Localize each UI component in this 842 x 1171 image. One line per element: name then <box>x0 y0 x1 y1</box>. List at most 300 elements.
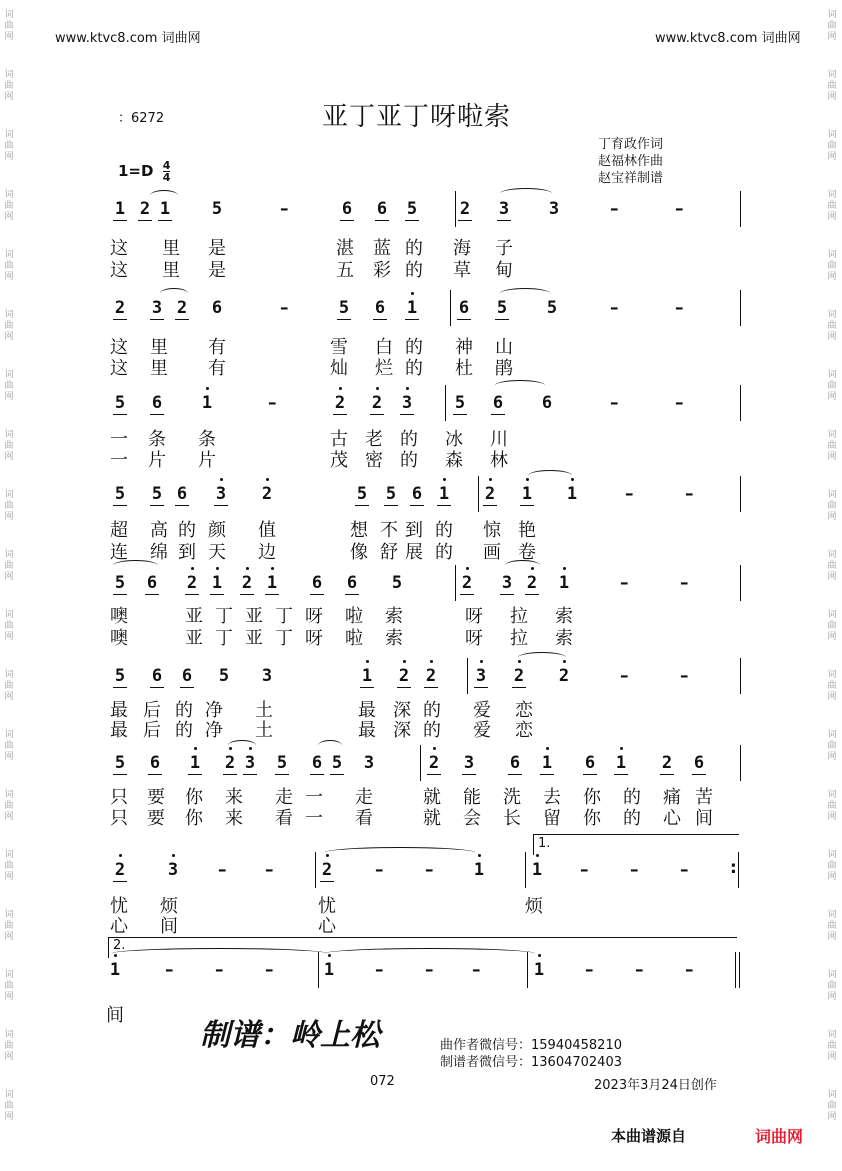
lyric-char: 到 <box>178 542 196 563</box>
dash: – <box>580 860 589 880</box>
note: 5 <box>114 573 126 593</box>
lyric-char: 最 <box>358 700 376 721</box>
lyric-char: 走 <box>355 787 373 808</box>
note: 2 <box>661 753 673 773</box>
note: 1 <box>533 960 545 980</box>
note: 5 <box>385 484 397 504</box>
lyric-char: 边 <box>258 542 276 563</box>
dash: – <box>620 666 629 686</box>
lyric-char: 神 <box>455 337 473 358</box>
side-watermark: 词 曲 网 <box>827 910 837 942</box>
side-watermark: 词 曲 网 <box>827 70 837 102</box>
note: 6 <box>151 393 163 413</box>
side-watermark: 词 曲 网 <box>827 10 837 42</box>
note: 6 <box>211 298 223 318</box>
tie-arc <box>500 188 552 199</box>
arranger-credit: 赵宝祥制谱 <box>598 171 664 186</box>
lyric-char: 杜 <box>455 358 473 379</box>
note: 3 <box>475 666 487 686</box>
lyric-char: 的 <box>405 260 423 281</box>
tie-arc <box>325 847 475 858</box>
dash: – <box>680 573 689 593</box>
lyric-char: 卷 <box>518 542 536 563</box>
dash: – <box>280 298 289 318</box>
note: 1 <box>566 484 578 504</box>
source-label: 本曲谱源自 <box>611 1127 687 1145</box>
lyric-char: 就 <box>423 787 441 808</box>
barline <box>420 745 421 781</box>
lyric-char: 彩 <box>373 260 391 281</box>
note: 2 <box>513 666 525 686</box>
lyric-char: 留 <box>543 808 561 829</box>
note: 2 <box>114 298 126 318</box>
side-watermark: 词 曲 网 <box>4 670 14 702</box>
dash: – <box>165 960 174 980</box>
note: 6 <box>411 484 423 504</box>
lyric-char: 林 <box>490 450 508 471</box>
lyric-char: 你 <box>185 808 203 829</box>
lyric-char: 深 <box>393 720 411 741</box>
key-label: 1=D <box>118 162 154 180</box>
lyric-char: 呀 <box>305 606 323 627</box>
note: 3 <box>167 860 179 880</box>
lyricist-credit: 丁育政作词 <box>598 137 664 152</box>
lyric-char: 你 <box>583 808 601 829</box>
lyric-char: 就 <box>423 808 441 829</box>
side-watermark: 词 曲 网 <box>4 730 14 762</box>
lyric-char: 山 <box>495 337 513 358</box>
lyric-char: 森 <box>445 450 463 471</box>
side-watermark: 词 曲 网 <box>827 370 837 402</box>
side-watermark: 词 曲 网 <box>4 1030 14 1062</box>
lyric-char: 拉 <box>510 628 528 649</box>
lyric-char: 的 <box>423 700 441 721</box>
lyric-char: 丁 <box>275 628 293 649</box>
lyric-char: 这 <box>110 238 128 259</box>
dash: – <box>680 860 689 880</box>
dash: – <box>635 960 644 980</box>
note: 2 <box>461 573 473 593</box>
lyric-char: 丁 <box>215 606 233 627</box>
lyric-char: 一 <box>110 450 128 471</box>
side-watermark: 词 曲 网 <box>4 970 14 1002</box>
lyric-char: 甸 <box>495 260 513 281</box>
note: 3 <box>244 753 256 773</box>
side-watermark: 词 曲 网 <box>4 10 14 42</box>
note: 2 <box>371 393 383 413</box>
lyric-char: 密 <box>365 450 383 471</box>
note: 3 <box>363 753 375 773</box>
side-watermark: 词 曲 网 <box>827 490 837 522</box>
dash: – <box>585 960 594 980</box>
lyric-char: 雪 <box>330 337 348 358</box>
time-numerator: 4 <box>162 159 171 172</box>
lyric-char: 拉 <box>510 606 528 627</box>
lyric-char: 值 <box>258 520 276 541</box>
lyric-char: 呀 <box>465 606 483 627</box>
side-watermark: 词 曲 网 <box>827 730 837 762</box>
lyric-char: 的 <box>178 520 196 541</box>
note: 6 <box>458 298 470 318</box>
note: 1 <box>323 960 335 980</box>
side-watermark: 词 曲 网 <box>4 310 14 342</box>
side-watermark: 词 曲 网 <box>827 190 837 222</box>
lyric-char: 间 <box>160 916 178 937</box>
dash: – <box>425 960 434 980</box>
note: 6 <box>492 393 504 413</box>
lyric-char: 亚 <box>245 628 263 649</box>
lyric-char: 深 <box>393 700 411 721</box>
lyric-char: 呀 <box>305 628 323 649</box>
note: 3 <box>151 298 163 318</box>
lyric-char: 爱 <box>473 700 491 721</box>
lyric-char: 要 <box>147 787 165 808</box>
note: 5 <box>454 393 466 413</box>
lyric-char: 烦 <box>525 896 543 917</box>
lyric-char: 川 <box>490 429 508 450</box>
lyric-char: 条 <box>148 429 166 450</box>
note: 1 <box>558 573 570 593</box>
tie-arc <box>518 652 566 663</box>
lyric-char: 蓝 <box>373 238 391 259</box>
lyric-char: 心 <box>663 808 681 829</box>
side-watermark: 词 曲 网 <box>4 250 14 282</box>
lyric-char: 噢 <box>110 628 128 649</box>
dash: – <box>675 199 684 219</box>
note: 5 <box>338 298 350 318</box>
note: 6 <box>509 753 521 773</box>
lyric-char: 鹃 <box>495 358 513 379</box>
lyric-char: 只 <box>110 808 128 829</box>
side-watermark: 词 曲 网 <box>827 790 837 822</box>
arranger-wechat-value: 13604702403 <box>531 1055 622 1070</box>
dash: – <box>610 199 619 219</box>
lyric-char: 展 <box>405 542 423 563</box>
side-watermark: 词 曲 网 <box>4 130 14 162</box>
lyric-char: 呀 <box>465 628 483 649</box>
lyric-char: 子 <box>495 238 513 259</box>
note: 1 <box>521 484 533 504</box>
barline <box>738 852 739 888</box>
note: 5 <box>114 484 126 504</box>
dash: – <box>215 960 224 980</box>
note: 5 <box>218 666 230 686</box>
note: 1 <box>531 860 543 880</box>
lyric-char: 烂 <box>375 358 393 379</box>
lyric-char: 里 <box>150 337 168 358</box>
lyric-char: 看 <box>355 808 373 829</box>
side-watermark: 词 曲 网 <box>827 970 837 1002</box>
lyric-char: 这 <box>110 337 128 358</box>
lyric-char: 能 <box>463 787 481 808</box>
note: 2 <box>558 666 570 686</box>
dash: – <box>620 573 629 593</box>
score-number: ：6272 <box>118 111 165 126</box>
note: 1 <box>109 960 121 980</box>
note: 6 <box>149 753 161 773</box>
note: 6 <box>341 199 353 219</box>
barline <box>740 565 741 601</box>
lyric-char: 里 <box>162 238 180 259</box>
note: 5 <box>546 298 558 318</box>
tie-arc <box>150 190 178 201</box>
signature: 制谱：岭上松 <box>200 1018 380 1053</box>
note: 1 <box>114 199 126 219</box>
note: 6 <box>376 199 388 219</box>
lyric-char: 里 <box>162 260 180 281</box>
note: 6 <box>311 573 323 593</box>
note: 1 <box>438 484 450 504</box>
lyric-char: 痛 <box>663 787 681 808</box>
note: 5 <box>356 484 368 504</box>
lyric-char: 啦 <box>345 606 363 627</box>
lyric-char: 颜 <box>208 520 226 541</box>
barline <box>315 852 316 888</box>
lyric-char: 片 <box>198 450 216 471</box>
lyric-char: 土 <box>255 720 273 741</box>
barline <box>740 385 741 421</box>
note: 1 <box>361 666 373 686</box>
composer-credit: 赵福林作曲 <box>598 154 664 169</box>
lyric-char: 海 <box>453 238 471 259</box>
side-watermark: 词 曲 网 <box>827 610 837 642</box>
side-watermark: 词 曲 网 <box>4 790 14 822</box>
lyric-char: 忧 <box>318 896 336 917</box>
note: 1 <box>615 753 627 773</box>
note: 3 <box>215 484 227 504</box>
note: 6 <box>181 666 193 686</box>
dash: – <box>685 960 694 980</box>
note: 3 <box>498 199 510 219</box>
barline <box>450 290 451 326</box>
lyric-char: 老 <box>365 429 383 450</box>
lyric-char: 灿 <box>330 358 348 379</box>
lyric-char: 的 <box>400 429 418 450</box>
lyric-char: 来 <box>225 808 243 829</box>
lyric-char: 白 <box>375 337 393 358</box>
lyric-char: 的 <box>405 358 423 379</box>
barline <box>740 476 741 512</box>
lyric-char: 后 <box>143 700 161 721</box>
side-watermark: 词 曲 网 <box>4 430 14 462</box>
lyric-char: 这 <box>110 358 128 379</box>
note: 5 <box>114 666 126 686</box>
note: 6 <box>146 573 158 593</box>
note: 5 <box>151 484 163 504</box>
lyric-char: 古 <box>330 429 348 450</box>
note: 1 <box>211 573 223 593</box>
time-signature <box>163 160 171 183</box>
lyric-char: 最 <box>358 720 376 741</box>
dash: – <box>425 860 434 880</box>
key-signature <box>118 160 170 183</box>
dash: – <box>680 666 689 686</box>
note: 6 <box>693 753 705 773</box>
dash: – <box>675 393 684 413</box>
note: 2 <box>484 484 496 504</box>
barline <box>739 952 740 988</box>
lyric-char: 条 <box>198 429 216 450</box>
dash: – <box>265 960 274 980</box>
lyric-char: 是 <box>208 260 226 281</box>
note: 5 <box>331 753 343 773</box>
lyric-char: 的 <box>175 720 193 741</box>
page-number: 072 <box>370 1074 395 1089</box>
side-watermark: 词 曲 网 <box>827 850 837 882</box>
lyric-char: 天 <box>208 542 226 563</box>
side-watermark: 词 曲 网 <box>4 1090 14 1122</box>
note: 5 <box>211 199 223 219</box>
lyric-char: 心 <box>110 916 128 937</box>
lyric-char: 有 <box>208 358 226 379</box>
lyric-char: 有 <box>208 337 226 358</box>
lyric-char: 不 <box>380 520 398 541</box>
dash: – <box>610 393 619 413</box>
barline <box>478 476 479 512</box>
note: 1 <box>406 298 418 318</box>
dash: – <box>375 860 384 880</box>
note: 3 <box>501 573 513 593</box>
lyric-char: 最 <box>110 720 128 741</box>
lyric-char: 走 <box>275 787 293 808</box>
lyric-char: 连 <box>110 542 128 563</box>
note: 5 <box>114 753 126 773</box>
lyric-char: 的 <box>175 700 193 721</box>
note: 5 <box>276 753 288 773</box>
note: 3 <box>548 199 560 219</box>
site-header-right[interactable]: www.ktvc8.com 词曲网 <box>655 31 801 46</box>
dash: – <box>685 484 694 504</box>
note: 2 <box>398 666 410 686</box>
side-watermark: 词 曲 网 <box>4 490 14 522</box>
note: 2 <box>186 573 198 593</box>
note: 6 <box>584 753 596 773</box>
lyric-char: 冰 <box>445 429 463 450</box>
lyric-char: 你 <box>583 787 601 808</box>
lyric-char: 画 <box>483 542 501 563</box>
lyric-char: 心 <box>318 916 336 937</box>
side-watermark: 词 曲 网 <box>4 70 14 102</box>
lyric-char: 索 <box>555 628 573 649</box>
lyric-char: 噢 <box>110 606 128 627</box>
side-watermark: 词 曲 网 <box>827 310 837 342</box>
lyric-char: 后 <box>143 720 161 741</box>
lyric-char: 你 <box>185 787 203 808</box>
note: 5 <box>114 393 126 413</box>
tie-arc <box>495 380 545 391</box>
note: 6 <box>346 573 358 593</box>
note: 6 <box>541 393 553 413</box>
dash: – <box>375 960 384 980</box>
barline <box>740 658 741 694</box>
note: 2 <box>526 573 538 593</box>
barline <box>455 565 456 601</box>
note: 6 <box>374 298 386 318</box>
lyric-char: 土 <box>255 700 273 721</box>
barline <box>525 852 526 888</box>
lyric-char: 间 <box>106 1005 124 1026</box>
dash: – <box>675 298 684 318</box>
note: 2 <box>425 666 437 686</box>
lyric-char: 索 <box>385 606 403 627</box>
arranger-wechat <box>440 1051 622 1070</box>
volta-bracket <box>533 834 739 855</box>
dash: – <box>218 860 227 880</box>
lyric-char: 长 <box>503 808 521 829</box>
composer-wechat-value: 15940458210 <box>531 1038 622 1053</box>
tie-arc <box>500 288 550 299</box>
dash: – <box>472 960 481 980</box>
lyric-char: 的 <box>623 808 641 829</box>
source-site-link[interactable]: 词曲网 <box>755 1127 804 1146</box>
note: 6 <box>151 666 163 686</box>
note: 2 <box>241 573 253 593</box>
side-watermark: 词 曲 网 <box>827 250 837 282</box>
barline <box>445 385 446 421</box>
tie-arc <box>318 740 342 751</box>
lyric-char: 的 <box>405 337 423 358</box>
side-watermark: 词 曲 网 <box>827 1090 837 1122</box>
note: 2 <box>139 199 151 219</box>
side-watermark: 词 曲 网 <box>827 430 837 462</box>
barline <box>455 191 456 227</box>
dash: – <box>268 393 277 413</box>
lyric-char: 一 <box>305 787 323 808</box>
lyric-char: 丁 <box>275 606 293 627</box>
lyric-char: 净 <box>205 720 223 741</box>
volta-bracket <box>108 937 737 958</box>
tie-arc <box>160 288 188 299</box>
lyric-char: 来 <box>225 787 243 808</box>
note: 1 <box>189 753 201 773</box>
side-watermark: 词 曲 网 <box>827 130 837 162</box>
lyric-char: 看 <box>275 808 293 829</box>
site-header-left[interactable]: www.ktvc8.com 词曲网 <box>55 31 201 46</box>
note: 2 <box>224 753 236 773</box>
lyric-char: 到 <box>405 520 423 541</box>
dash: – <box>630 860 639 880</box>
tie-arc <box>528 470 572 481</box>
note: 2 <box>459 199 471 219</box>
volta-second-label: 2. <box>113 938 126 953</box>
dash: – <box>610 298 619 318</box>
lyric-char: 恋 <box>515 720 533 741</box>
dash: – <box>625 484 634 504</box>
note: 6 <box>311 753 323 773</box>
lyric-char: 烦 <box>160 896 178 917</box>
note: 1 <box>541 753 553 773</box>
lyric-char: 的 <box>405 238 423 259</box>
credits <box>598 136 663 187</box>
lyric-char: 亚 <box>185 628 203 649</box>
lyric-char: 爱 <box>473 720 491 741</box>
lyric-char: 恋 <box>515 700 533 721</box>
lyric-char: 草 <box>453 260 471 281</box>
side-watermark: 词 曲 网 <box>4 190 14 222</box>
lyric-char: 间 <box>695 808 713 829</box>
lyric-char: 的 <box>435 520 453 541</box>
lyric-char: 想 <box>350 520 368 541</box>
lyric-char: 最 <box>110 700 128 721</box>
side-watermark: 词 曲 网 <box>4 550 14 582</box>
arranger-wechat-label: 制谱者微信号： <box>440 1055 532 1070</box>
side-watermark: 词 曲 网 <box>4 610 14 642</box>
lyric-char: 会 <box>463 808 481 829</box>
lyric-char: 片 <box>148 450 166 471</box>
creation-date: 2023年3月24日创作 <box>594 1078 717 1093</box>
lyric-char: 要 <box>147 808 165 829</box>
tie-arc <box>228 740 256 751</box>
